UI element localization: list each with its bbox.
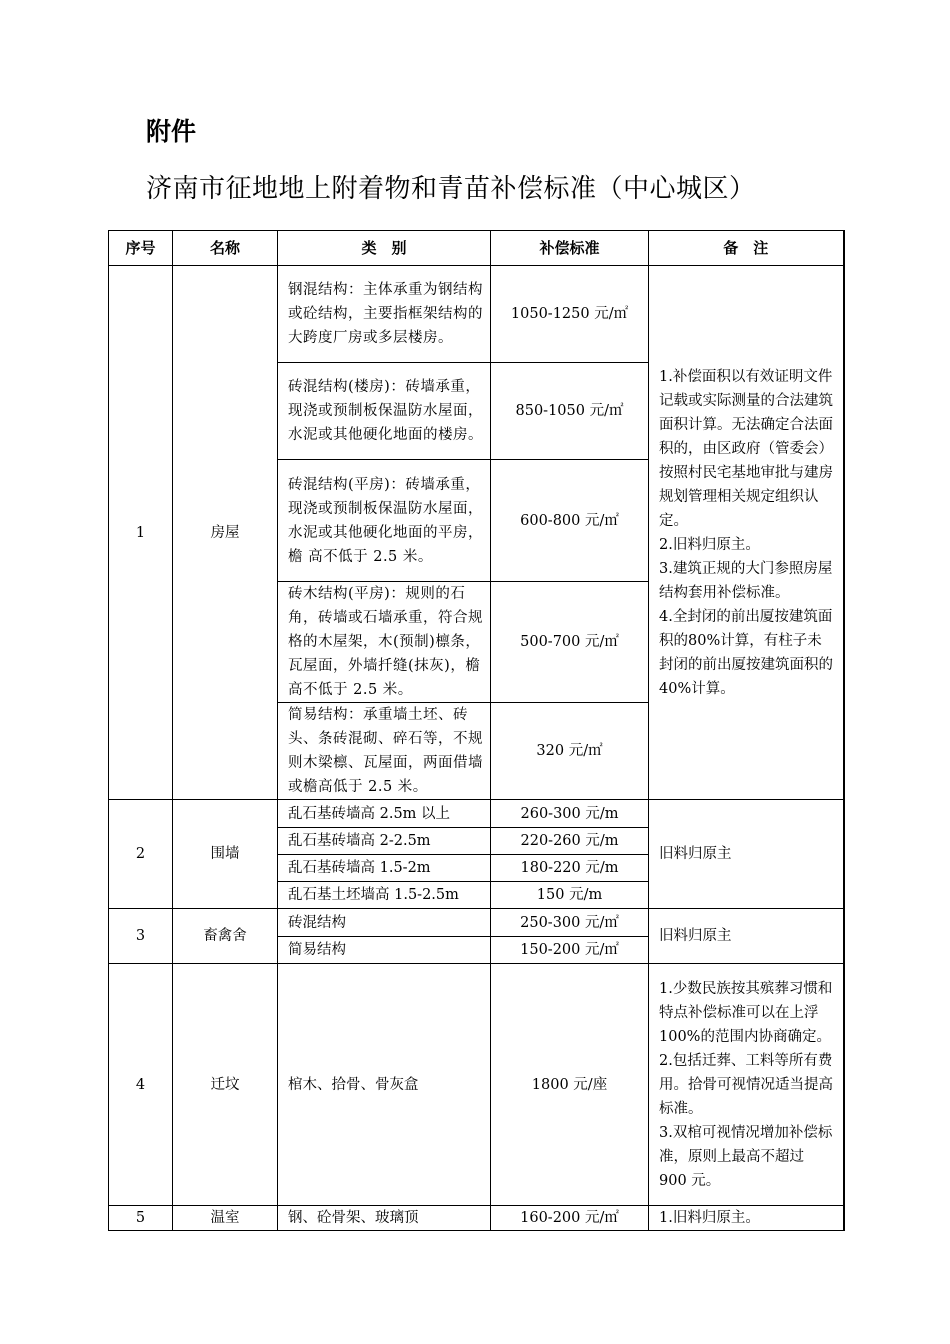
table-row bbox=[109, 1206, 844, 1231]
standard-cell: 150 元/m bbox=[491, 882, 649, 909]
compensation-table bbox=[108, 230, 845, 1231]
standard-cell: 1800 元/座 bbox=[491, 964, 649, 1206]
table-row bbox=[109, 909, 844, 937]
category-cell: 乱石基砖墙高 2-2.5m bbox=[278, 828, 491, 855]
standard-cell: 160-200 元/㎡ bbox=[491, 1206, 649, 1231]
header-note: 备 注 bbox=[649, 231, 844, 266]
category-cell: 钢混结构：主体承重为钢结构或砼结构，主要指框架结构的大跨度厂房或多层楼房。 bbox=[278, 266, 491, 363]
category-cell: 砖混结构(平房)：砖墙承重，现浇或预制板保温防水屋面，水泥或其他硬化地面的平房， 檐 高不低于 2.5 米。 bbox=[278, 460, 491, 582]
category-cell: 棺木、拾骨、骨灰盒 bbox=[278, 964, 491, 1206]
group-no: 4 bbox=[109, 964, 173, 1206]
group-name: 迁坟 bbox=[173, 964, 278, 1206]
group-no: 3 bbox=[109, 909, 173, 964]
group-no: 2 bbox=[109, 800, 173, 909]
group-name: 畜禽舍 bbox=[173, 909, 278, 964]
group-no: 1 bbox=[109, 266, 173, 800]
category-cell: 简易结构 bbox=[278, 937, 491, 964]
category-cell: 乱石基砖墙高 1.5-2m bbox=[278, 855, 491, 882]
table-row bbox=[109, 266, 844, 363]
standard-cell: 500-700 元/㎡ bbox=[491, 582, 649, 703]
table-row bbox=[109, 800, 844, 828]
standard-cell: 260-300 元/m bbox=[491, 800, 649, 828]
category-cell: 乱石基砖墙高 2.5m 以上 bbox=[278, 800, 491, 828]
standard-cell: 600-800 元/㎡ bbox=[491, 460, 649, 582]
group-no: 5 bbox=[109, 1206, 173, 1231]
group-name: 围墙 bbox=[173, 800, 278, 909]
attachment-heading: 附件 bbox=[146, 117, 197, 146]
category-cell: 简易结构：承重墙土坯、砖头、条砖混砌、碎石等，不规则木梁檩、瓦屋面，两面借墙或檐高低于 2.5 米。 bbox=[278, 703, 491, 800]
header-no: 序号 bbox=[109, 231, 173, 266]
standard-cell: 850-1050 元/㎡ bbox=[491, 363, 649, 460]
standard-cell: 220-260 元/m bbox=[491, 828, 649, 855]
note-cell: 1.少数民族按其殡葬习惯和特点补偿标准可以在上浮 100%的范围内协商确定。 2.包括迁葬、工料等所有费用。拾骨可视情况适当提高标准。 3.双棺可视情况增加补偿标准，原则上最高不超过 900 元。 bbox=[649, 964, 844, 1206]
standard-cell: 150-200 元/㎡ bbox=[491, 937, 649, 964]
table-row bbox=[109, 964, 844, 1206]
document-title: 济南市征地地上附着物和青苗补偿标准（中心城区） bbox=[146, 174, 756, 204]
header-name: 名称 bbox=[173, 231, 278, 266]
standard-cell: 320 元/㎡ bbox=[491, 703, 649, 800]
category-cell: 钢、砼骨架、玻璃顶 bbox=[278, 1206, 491, 1231]
note-cell: 1.旧料归原主。 bbox=[649, 1206, 844, 1231]
category-cell: 砖木结构(平房)：规则的石角，砖墙或石墙承重，符合规格的木屋架，木(预制)檩条，瓦屋面，外墙扦缝(抹灰)，檐高不低于 2.5 米。 bbox=[278, 582, 491, 703]
note-cell: 旧料归原主 bbox=[649, 800, 844, 909]
group-name: 温室 bbox=[173, 1206, 278, 1231]
note-cell: 旧料归原主 bbox=[649, 909, 844, 964]
standard-cell: 180-220 元/m bbox=[491, 855, 649, 882]
header-standard: 补偿标准 bbox=[491, 231, 649, 266]
table-header-row bbox=[109, 231, 844, 266]
category-cell: 砖混结构(楼房)：砖墙承重，现浇或预制板保温防水屋面，水泥或其他硬化地面的楼房。 bbox=[278, 363, 491, 460]
category-cell: 砖混结构 bbox=[278, 909, 491, 937]
header-category: 类 别 bbox=[278, 231, 491, 266]
note-cell: 1.补偿面积以有效证明文件记载或实际测量的合法建筑面积计算。无法确定合法面积的，由区政府（管委会）按照村民宅基地审批与建房规划管理相关规定组织认定。 2.旧料归原主。 3.建筑正规的大门参照房屋结构套用补偿标准。 4.全封闭的前出厦按建筑面积的80%计算，有柱子未封闭的前出厦按建筑面积的40%计算。 bbox=[649, 266, 844, 800]
group-name: 房屋 bbox=[173, 266, 278, 800]
standard-cell: 1050-1250 元/㎡ bbox=[491, 266, 649, 363]
category-cell: 乱石基土坯墙高 1.5-2.5m bbox=[278, 882, 491, 909]
standard-cell: 250-300 元/㎡ bbox=[491, 909, 649, 937]
